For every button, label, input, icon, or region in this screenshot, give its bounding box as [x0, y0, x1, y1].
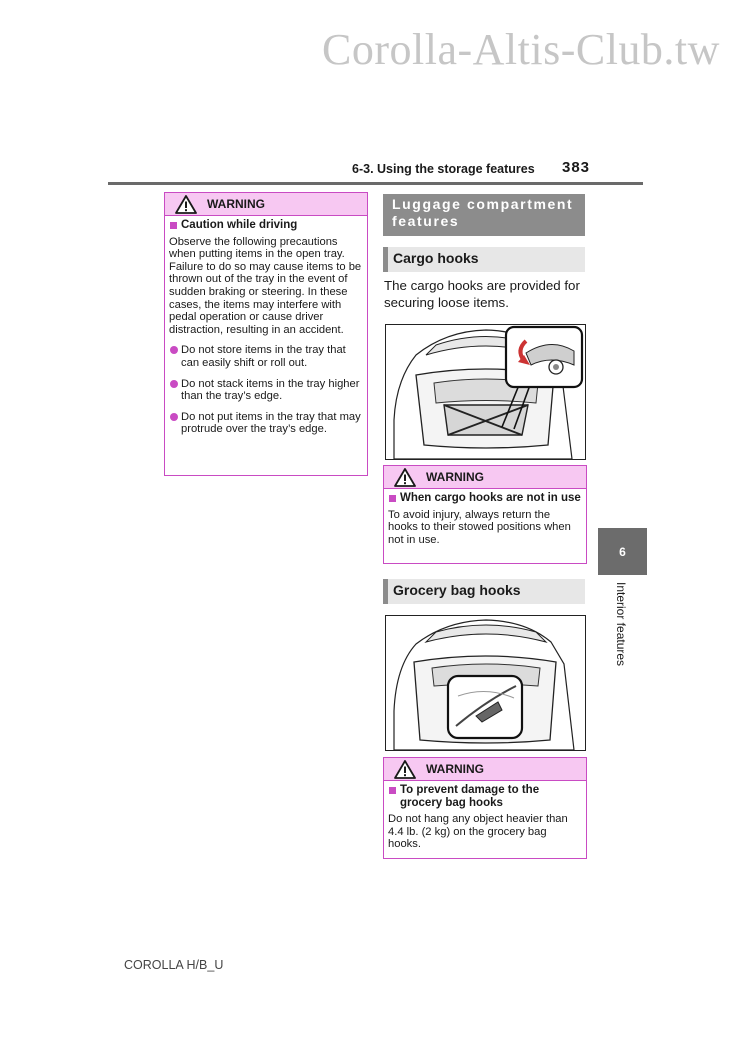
warning-body	[165, 216, 367, 442]
bullet-item: Do not stack items in the tray higher than the tray’s edge.	[169, 378, 362, 403]
bullet-item: Do not put items in the tray that may protrude over the tray’s edge.	[169, 411, 362, 436]
warning-triangle-icon	[394, 760, 416, 779]
warning-body	[384, 781, 586, 857]
square-bullet-icon	[389, 787, 396, 794]
grocery-bag-hooks-heading: Grocery bag hooks	[383, 579, 585, 604]
warning-triangle-icon	[175, 195, 197, 214]
bullet-dot-icon	[170, 380, 178, 388]
grocery-bag-hooks-illustration	[385, 615, 586, 751]
square-bullet-icon	[170, 222, 177, 229]
header-rule	[108, 182, 643, 185]
warning-label: WARNING	[207, 197, 265, 211]
watermark: Corolla-Altis-Club.tw	[322, 25, 720, 74]
warning-header	[165, 193, 367, 216]
footer-model: COROLLA H/B_U	[124, 958, 224, 972]
cargo-hooks-text: The cargo hooks are provided for securing loose items.	[384, 278, 580, 310]
warning-paragraph: To avoid injury, always return the hooks to their stowed positions when not in use.	[388, 508, 571, 546]
page-number: 383	[562, 159, 591, 176]
running-head: 6-3. Using the storage features	[352, 162, 535, 176]
bullet-dot-icon	[170, 413, 178, 421]
warning-header	[384, 466, 586, 489]
warning-subheading: When cargo hooks are not in use	[388, 492, 581, 505]
warning-label: WARNING	[426, 470, 484, 484]
warning-box-grocery-hooks	[383, 757, 587, 859]
warning-paragraph: Observe the following precautions when putting items in the open tray. Failure to do so may cause items to be thrown out of the tray in the event of sudden braking or steering. In these cases, the items may interfere with pedal operation or cause driver distraction, resulting in an accident.	[169, 235, 362, 336]
warning-body	[384, 489, 586, 552]
warning-subheading: Caution while driving	[169, 219, 362, 232]
warning-paragraph: Do not hang any object heavier than 4.4 lb. (2 kg) on the grocery bag hooks.	[388, 813, 568, 851]
square-bullet-icon	[389, 495, 396, 502]
warning-header	[384, 758, 586, 781]
warning-box-cargo-hooks	[383, 465, 587, 564]
section-title: Luggage compartment features	[383, 194, 585, 236]
bullet-item: Do not store items in the tray that can easily shift or roll out.	[169, 344, 362, 369]
cargo-hooks-illustration	[385, 324, 586, 460]
bullet-dot-icon	[170, 346, 178, 354]
warning-subheading: To prevent damage to the grocery bag hooks	[388, 784, 581, 809]
cargo-hooks-heading: Cargo hooks	[383, 247, 585, 272]
warning-triangle-icon	[394, 468, 416, 487]
chapter-label: Interior features	[614, 582, 628, 667]
warning-label: WARNING	[426, 762, 484, 776]
warning-box-tray	[164, 192, 368, 476]
chapter-tab[interactable]: 6	[598, 528, 647, 575]
